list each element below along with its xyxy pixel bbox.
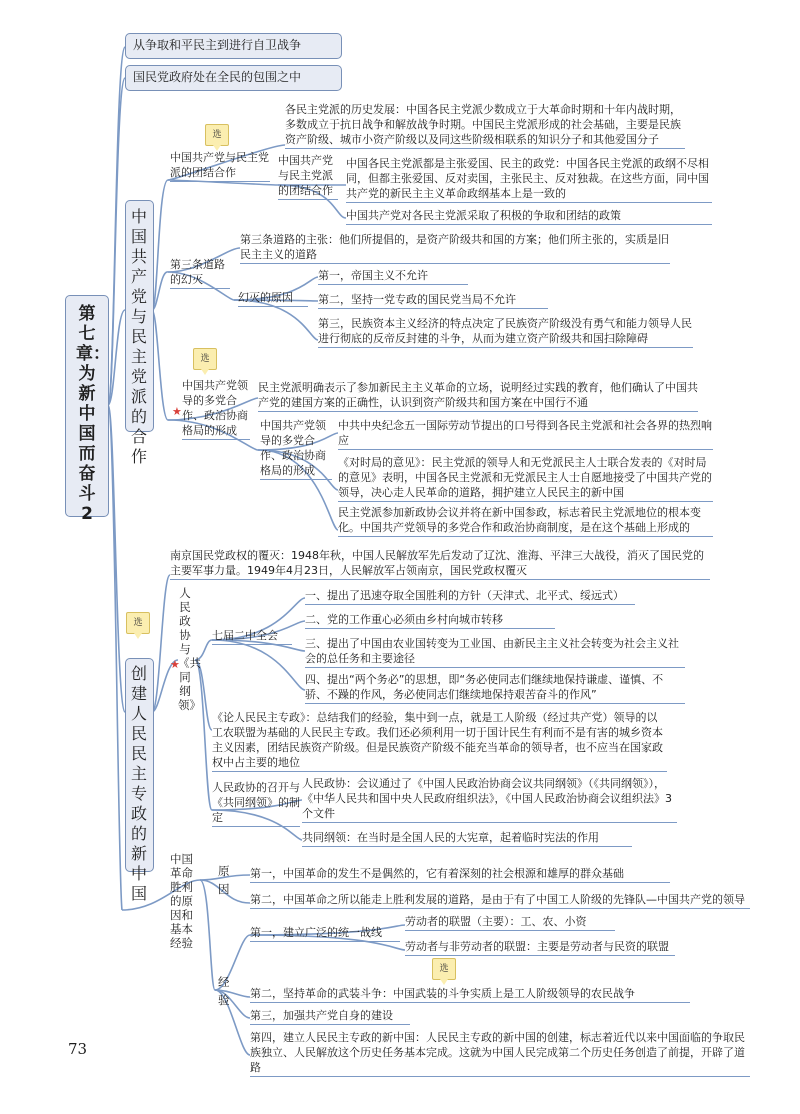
star-icon: ★ [170, 658, 180, 671]
select-tag: 选 [205, 124, 229, 146]
multi-party-d2: 《对时局的意见》：民主党派的领导人和无党派民主人士联合发表的《对时局的意见》表明，中国各民主党派和无党派民主人士自愿地接受了中国共产党的领导，决心走人民革命的道路，拥护建立人民民主的新中国 [338, 455, 713, 502]
experience-2: 第二，坚持革命的武装斗争：中国武装的斗争实质上是工人阶级领导的农民战争 [250, 986, 690, 1003]
experience-3: 第三，加强共产党自身的建设 [250, 1008, 410, 1025]
reason-1: 第一，中国革命的发生不是偶然的，它有着深刻的社会根源和雄厚的群众基础 [250, 866, 670, 883]
page-number: 73 [68, 1040, 88, 1058]
select-tag: 选 [193, 348, 217, 370]
multi-party-label: 中国共产党领导的多党合作、政治协商格局的形成 [182, 378, 250, 440]
plenum-point-3: 三、提出了中国由农业国转变为工业国、由新民主主义社会转变为社会主义社会的总任务和主要途径 [305, 636, 685, 668]
experience-1b: 劳动者与非劳动者的联盟：主要是劳动者与民资的联盟 [405, 939, 675, 956]
multi-party-sub-label: 中国共产党领导的多党合作、政治协商格局的形成 [260, 418, 332, 480]
top-item-2 [125, 65, 342, 91]
chapter-title: 第七章：为新中国而奋斗2 [76, 304, 110, 524]
select-tag: 选 [432, 958, 456, 980]
reason-2: 第二，中国革命之所以能走上胜利发展的道路，是由于有了中国工人阶级的先锋队—中国共产党的领导 [250, 892, 750, 909]
star-icon: ★ [172, 405, 182, 418]
top-item-1 [125, 33, 342, 59]
select-tag: 选 [126, 612, 150, 634]
cause-2: 第二，坚持一党专政的国民党当局不允许 [318, 292, 548, 309]
unity-detail-1: 中国各民主党派都是主张爱国、民主的政党：中国各民主党派的政纲不尽相同，但都主张爱国、反对卖国，主张民主、反对独裁。在这些方面，同中国共产党的新民主主义革命政纲基本上是一致的 [346, 156, 712, 203]
plenum-label: 七届二中全会 [212, 628, 292, 645]
section-1-box [125, 200, 154, 466]
plenum-point-2: 二、党的工作重心必须由乡村向城市转移 [305, 612, 555, 629]
cppcc-label: 人民政协的召开与《共同纲领》的制定 [212, 780, 300, 827]
plenum-point-1: 一、提出了迅速夺取全国胜利的方针（天津式、北平式、绥远式） [305, 588, 635, 605]
plenum-point-4: 四、提出“两个务必”的思想，即“务必使同志们继续地保持谦虚、谨慎、不骄、不躁的作风，务必使同志们继续地保持艰苦奋斗的作风” [305, 672, 685, 704]
third-road-label: 第三条道路的幻灭 [170, 257, 230, 289]
reason-label: 原因 [218, 864, 230, 896]
multi-party-d3: 民主党派参加新政协会议并将在新中国参政，标志着民主党派地位的根本变化。中国共产党领导的多党合作和政治协商制度，是在这个基础上形成的 [338, 505, 713, 537]
multi-party-d1: 中共中央纪念五一国际劳动节提出的口号得到各民主党派和社会各界的热烈响应 [338, 418, 713, 450]
section-2-box [125, 658, 154, 903]
cppcc-c1: 人民政协：会议通过了《中国人民政治协商会议共同纲领》（《共同纲领》），《中华人民共和国中央人民政府组织法》，《中国人民政治协商会议组织法》3个文件 [302, 776, 677, 823]
section-3-title: 中国革命胜利的原因和基本经验 [170, 852, 193, 950]
multi-party-intro: 民主党派明确表示了参加新民主主义革命的立场，说明经过实践的教育，他们确认了中国共产党的建国方案的正确性，认识到资产阶级共和国方案在中国行不通 [258, 380, 698, 412]
chapter-box [65, 295, 110, 524]
people-dictatorship: 《论人民民主专政》：总结我们的经验，集中到一点，就是工人阶级（经过共产党）领导的以工农联盟为基础的人民民主专政。我们还必须利用一切于国计民生有利而不是有害的城乡资本主义因素，团结民族资产阶级。但是民族资产阶级不能充当革命的领导者，也不应当在国家政权中占主要的地位 [212, 710, 667, 772]
top-item-2-label: 国民党政府处在全民的包围之中 [133, 70, 302, 84]
unity-detail-2: 中国共产党对各民主党派采取了积极的争取和团结的政策 [346, 208, 712, 225]
nanjing-collapse: 南京国民党政权的覆灭：1948年秋，中国人民解放军先后发动了辽沈、淮海、平津三大战役，消灭了国民党的主要军事力量。1949年4月23日，人民解放军占领南京，国民党政权覆灭 [170, 548, 710, 580]
party-history: 各民主党派的历史发展：中国各民主党派少数成立于大革命时期和十年内战时期，多数成立于抗日战争和解放战争时期。中国民主党派形成的社会基础，主要是民族资产阶级、城市小资产阶级以及同这些阶级相联系的知识分子和其他爱国分子 [285, 102, 685, 149]
section-1-title: 中国共产党与民主党派的合作 [130, 207, 147, 466]
experience-4: 第四，建立人民民主专政的新中国：人民民主专政的新中国的创建，标志着近代以来中国面临的争取民族独立、人民解放这个历史任务基本完成。这就为中国人民完成第二个历史任务创造了前提，开辟了道路 [250, 1030, 750, 1077]
section-2-title: 创建人民民主专政的新中国 [130, 664, 147, 903]
unity-label: 中国共产党与民主党派的团结合作 [170, 150, 270, 182]
unity-sub-label: 中国共产党与民主党派的团结合作 [278, 153, 338, 200]
third-road-claim: 第三条道路的主张：他们所提倡的，是资产阶级共和国的方案；他们所主张的，实质是旧民主主义的道路 [240, 232, 670, 264]
third-road-cause-label: 幻灭的原因 [238, 290, 308, 307]
experience-1a: 劳动者的联盟（主要）：工、农、小资 [405, 914, 615, 931]
experience-label: 经验 [218, 975, 230, 1007]
program-vertical-label: 人民政协与《共同纲领》 [178, 586, 201, 712]
cause-3: 第三，民族资本主义经济的特点决定了民族资产阶级没有勇气和能力领导人民进行彻底的反帝反封建的斗争，从而为建立资产阶级共和国扫除障碍 [318, 316, 693, 348]
experience-1: 第一，建立广泛的统一战线 [250, 925, 400, 942]
cppcc-c2: 共同纲领：在当时是全国人民的大宪章，起着临时宪法的作用 [302, 830, 632, 847]
cause-1: 第一，帝国主义不允许 [318, 268, 468, 285]
top-item-1-label: 从争取和平民主到进行自卫战争 [133, 38, 302, 52]
